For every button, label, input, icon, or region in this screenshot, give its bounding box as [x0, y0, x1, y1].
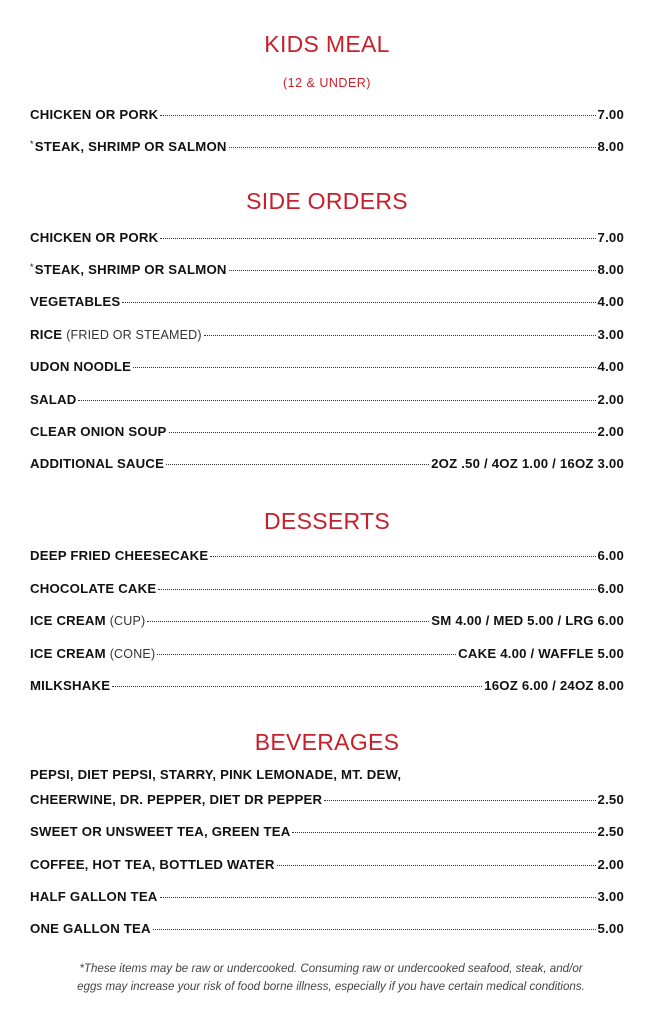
- item-price: 2.00: [597, 392, 624, 407]
- item-name: SALAD: [30, 392, 77, 407]
- menu-item: [30, 581, 624, 599]
- beverages-title: BEVERAGES: [254, 729, 400, 755]
- item-price: 4.00: [597, 294, 624, 309]
- menu-item: [30, 456, 624, 474]
- item-name: ICE CREAM: [30, 613, 106, 628]
- item-name: SWEET OR UNSWEET TEA, GREEN TEA: [30, 824, 291, 839]
- menu-item: [30, 327, 624, 345]
- item-name: CHEERWINE, DR. PEPPER, DIET DR PEPPER: [30, 792, 323, 807]
- dot-leader: [160, 896, 596, 898]
- raw-item-marker: *: [30, 139, 34, 149]
- item-price: 7.00: [597, 107, 624, 122]
- dot-leader: [158, 588, 595, 590]
- item-price: 2OZ .50 / 4OZ 1.00 / 16OZ 3.00: [431, 456, 624, 471]
- item-name-line: PEPSI, DIET PEPSI, STARRY, PINK LEMONADE, MT. DEW,: [30, 767, 402, 782]
- item-price: 2.50: [597, 792, 624, 807]
- item-name: CHICKEN OR PORK: [30, 230, 159, 245]
- item-name: CHOCOLATE CAKE: [30, 581, 157, 596]
- item-name: MILKSHAKE: [30, 678, 111, 693]
- dot-leader: [229, 146, 596, 148]
- item-price: 8.00: [597, 139, 624, 154]
- item-name: COFFEE, HOT TEA, BOTTLED WATER: [30, 857, 275, 872]
- dot-leader: [147, 620, 429, 622]
- item-name: ICE CREAM: [30, 646, 106, 661]
- item-price: 5.00: [597, 921, 624, 936]
- dot-leader: [160, 237, 595, 239]
- item-price: 6.00: [597, 548, 624, 563]
- side-orders-title: SIDE ORDERS: [246, 188, 408, 214]
- item-price: 7.00: [597, 230, 624, 245]
- menu-item: [30, 678, 624, 696]
- item-price: 6.00: [597, 581, 624, 596]
- item-note: (FRIED OR STEAMED): [66, 328, 202, 342]
- item-name: CLEAR ONION SOUP: [30, 424, 167, 439]
- item-name: VEGETABLES: [30, 294, 121, 309]
- item-name: STEAK, SHRIMP OR SALMON: [34, 262, 227, 277]
- dot-leader: [210, 555, 595, 557]
- item-price: SM 4.00 / MED 5.00 / LRG 6.00: [431, 613, 624, 628]
- menu-item: [30, 613, 624, 631]
- food-safety-footnote: [20, 960, 642, 996]
- menu-item: [30, 392, 624, 410]
- menu-item: [30, 262, 624, 280]
- item-price: 2.00: [597, 424, 624, 439]
- menu-item: [30, 889, 624, 907]
- menu-item: [30, 359, 624, 377]
- desserts-title: DESSERTS: [264, 508, 390, 534]
- item-price: 8.00: [597, 262, 624, 277]
- footnote-line: *These items may be raw or undercooked. Consuming raw or undercooked seafood, steak, and/or: [79, 962, 583, 975]
- dot-leader: [160, 114, 595, 116]
- menu-item: [30, 824, 624, 842]
- item-price: 16OZ 6.00 / 24OZ 8.00: [484, 678, 624, 693]
- item-name: ONE GALLON TEA: [30, 921, 151, 936]
- item-price: 4.00: [597, 359, 624, 374]
- dot-leader: [78, 399, 595, 401]
- dot-leader: [324, 799, 595, 801]
- item-note: (CUP): [109, 614, 146, 628]
- dot-leader: [229, 269, 596, 271]
- dot-leader: [169, 431, 596, 433]
- menu-item: [30, 921, 624, 939]
- dot-leader: [122, 301, 595, 303]
- kids-meal-title: KIDS MEAL: [264, 31, 390, 57]
- item-price: CAKE 4.00 / WAFFLE 5.00: [458, 646, 624, 661]
- menu-item: [30, 857, 624, 875]
- menu-item: [30, 107, 624, 125]
- menu-item: [30, 792, 624, 810]
- dot-leader: [153, 928, 596, 930]
- dot-leader: [292, 831, 595, 833]
- dot-leader: [166, 463, 429, 465]
- item-price: 2.00: [597, 857, 624, 872]
- item-name: ADDITIONAL SAUCE: [30, 456, 165, 471]
- raw-item-marker: *: [30, 262, 34, 272]
- item-name: HALF GALLON TEA: [30, 889, 158, 904]
- dot-leader: [204, 334, 596, 336]
- kids-meal-subtitle: (12 & UNDER): [283, 76, 371, 90]
- item-name: CHICKEN OR PORK: [30, 107, 159, 122]
- dot-leader: [277, 864, 596, 866]
- menu-item: [30, 294, 624, 312]
- footnote-line: eggs may increase your risk of food borne illness, especially if you have certain medical conditions.: [77, 980, 585, 993]
- item-price: 3.00: [597, 889, 624, 904]
- item-price: 3.00: [597, 327, 624, 342]
- menu-item: [30, 230, 624, 248]
- item-name: DEEP FRIED CHEESECAKE: [30, 548, 209, 563]
- menu-item: [30, 424, 624, 442]
- item-name: UDON NOODLE: [30, 359, 132, 374]
- menu-item: [30, 646, 624, 664]
- item-name: RICE: [30, 327, 63, 342]
- item-note: (CONE): [109, 647, 156, 661]
- menu-item: [30, 139, 624, 157]
- menu-item: [30, 548, 624, 566]
- dot-leader: [157, 653, 456, 655]
- dot-leader: [112, 685, 482, 687]
- item-name: STEAK, SHRIMP OR SALMON: [34, 139, 227, 154]
- dot-leader: [133, 366, 595, 368]
- item-price: 2.50: [597, 824, 624, 839]
